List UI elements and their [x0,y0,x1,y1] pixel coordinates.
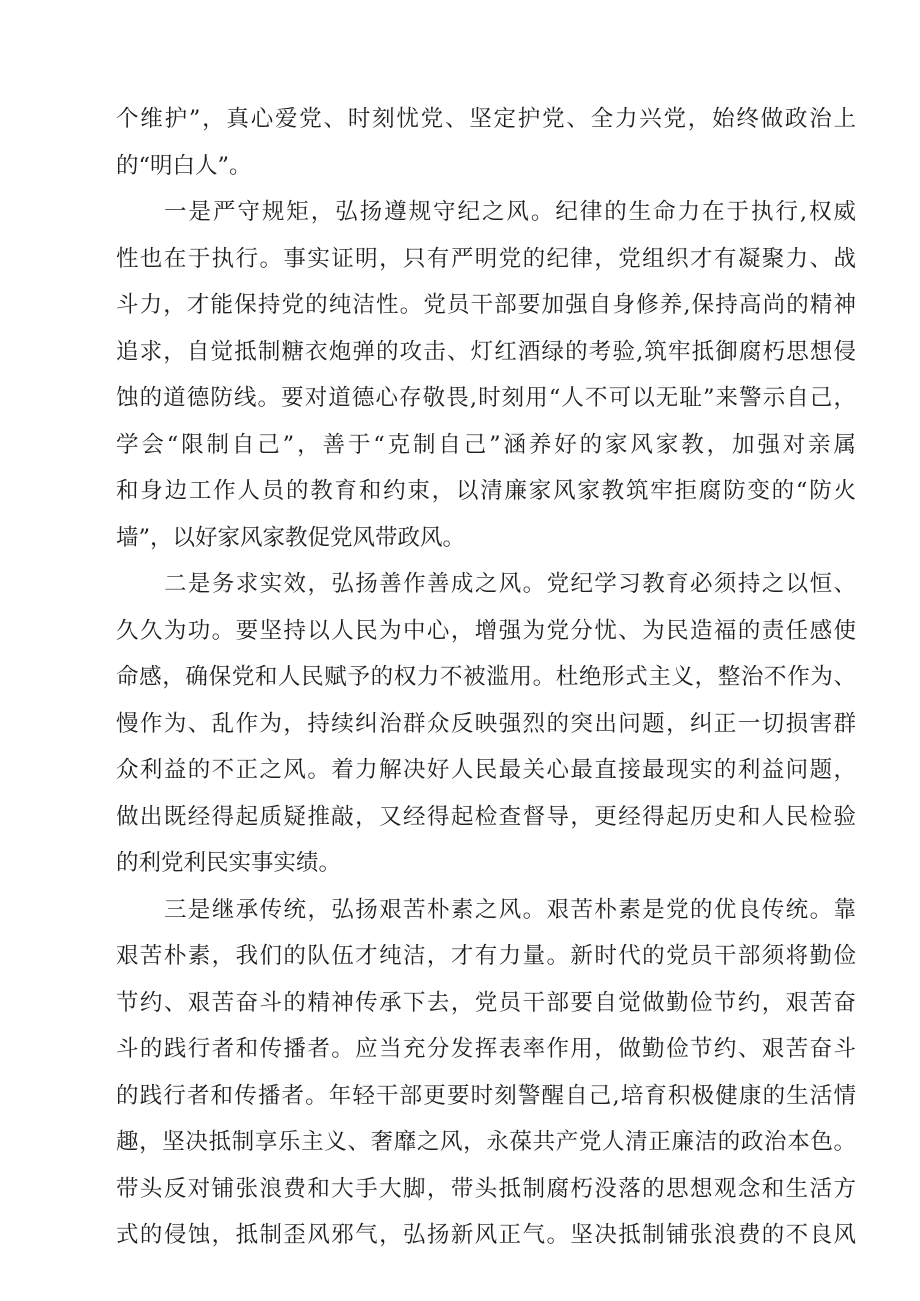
text-line: 三是继承传统，弘扬艰苦朴素之风。艰苦朴素是党的优良传统。靠 [164,896,856,923]
text-line: 的“明白人”。 [116,152,252,179]
text-line: 命感，确保党和人民赋予的权力不被滥用。杜绝形式主义，整治不作为、 [116,664,856,690]
text-line: 二是务求实效，弘扬善作善成之风。党纪学习教育必须持之以恒、 [164,571,856,597]
text-line: 众利益的不正之风。着力解决好人民最关心最直接最现实的利益问题， [116,757,856,783]
text-line: 性也在于执行。事实证明，只有严明党的纪律，党组织才有凝聚力、战 [116,245,856,272]
text-line: 的践行者和传播者。年轻干部更要时刻警醒自己,培育积极健康的生活情 [116,1082,856,1109]
body-text [116,96,856,1259]
text-line: 的利党利民实事实绩。 [116,850,342,876]
text-line: 学会“限制自己”，善于“克制自己”涵养好的家风家教，加强对亲属 [116,431,856,458]
text-line: 式的侵蚀，抵制歪风邪气，弘扬新风正气。坚决抵制铺张浪费的不良风 [116,1222,856,1248]
text-line: 追求，自觉抵制糖衣炮弹的攻击、灯红酒绿的考验,筑牢抵御腐朽思想侵 [116,338,856,365]
text-line: 慢作为、乱作为，持续纠治群众反映强烈的突出问题，纠正一切损害群 [116,710,856,737]
text-line: 个维护”，真心爱党、时刻忧党、坚定护党、全力兴党，始终做政治上 [116,106,856,132]
text-line: 趣，坚决抵制享乐主义、奢靡之风，永葆共产党人清正廉洁的政治本色。 [116,1129,856,1155]
text-line: 蚀的道德防线。要对道德心存敬畏,时刻用“人不可以无耻”来警示自己， [116,385,856,411]
text-line: 做出既经得起质疑推敲，又经得起检查督导，更经得起历史和人民检验 [116,803,856,830]
text-line: 斗力，才能保持党的纯洁性。党员干部要加强自身修养,保持高尚的精神 [116,292,856,318]
text-line: 墙”，以好家风家教促党风带政风。 [116,524,466,551]
text-line: 久久为功。要坚持以人民为中心，增强为党分忧、为民造福的责任感使 [116,617,856,644]
text-line: 和身边工作人员的教育和约束，以清廉家风家教筑牢拒腐防变的“防火 [116,478,856,504]
text-line: 斗的践行者和传播者。应当充分发挥表率作用，做勤俭节约、艰苦奋斗 [116,1036,856,1062]
text-line: 节约、艰苦奋斗的精神传承下去，党员干部要自觉做勤俭节约，艰苦奋 [116,989,856,1016]
text-line: 带头反对铺张浪费和大手大脚，带头抵制腐朽没落的思想观念和生活方 [116,1175,856,1202]
text-line: 艰苦朴素，我们的队伍才纯洁，才有力量。新时代的党员干部须将勤俭 [116,943,856,969]
text-line: 一是严守规矩，弘扬遵规守纪之风。纪律的生命力在于执行,权威 [164,199,856,225]
